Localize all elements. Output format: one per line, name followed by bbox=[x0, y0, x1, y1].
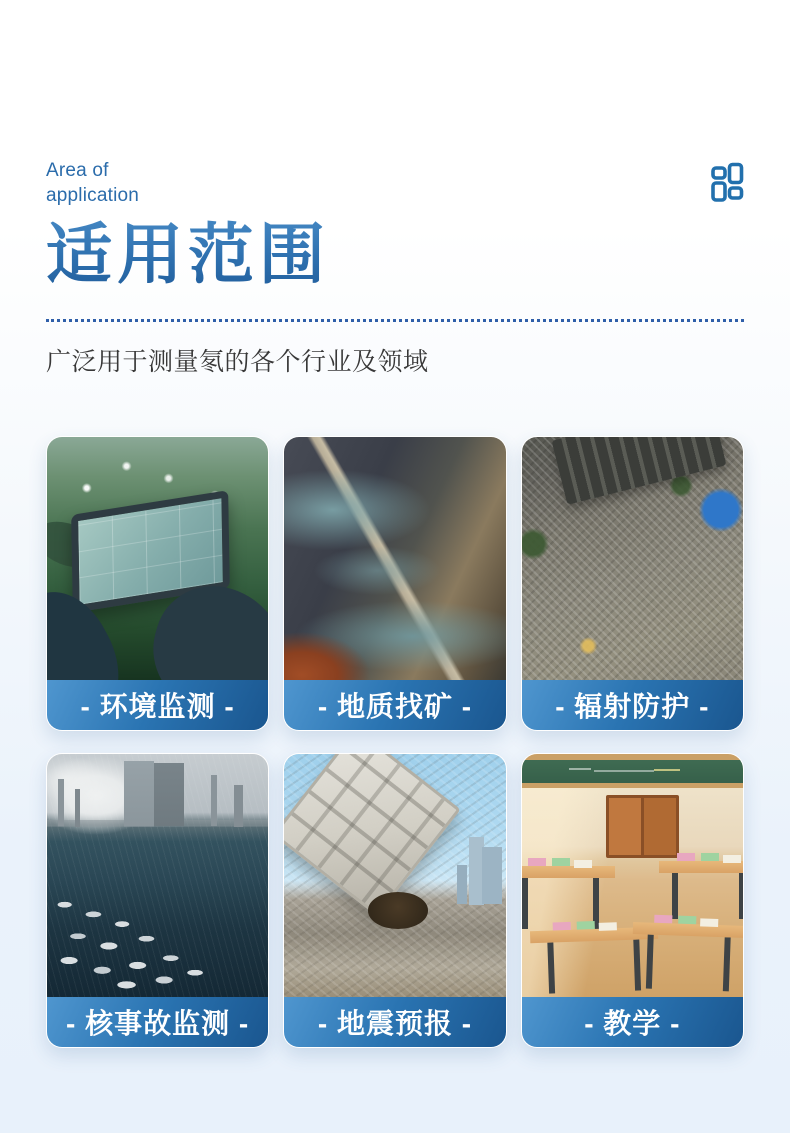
card-label-band bbox=[522, 997, 743, 1047]
card-label: - 教学 - bbox=[584, 1007, 681, 1039]
section-subtitle: 广泛用于测量氡的各个行业及领域 bbox=[46, 347, 429, 376]
card-label-band bbox=[284, 997, 505, 1047]
collapsed-factory-shape bbox=[552, 437, 727, 504]
collapsed-building-rubble-photo bbox=[284, 754, 505, 997]
wooden-cabinet-shape bbox=[606, 795, 679, 858]
bush-shape bbox=[368, 892, 428, 928]
card-label-band bbox=[47, 997, 268, 1047]
dotted-divider bbox=[46, 319, 744, 322]
card-label: - 地质找矿 - bbox=[317, 690, 473, 722]
grid-squares-icon bbox=[710, 162, 744, 209]
classroom-wooden-desks-photo bbox=[522, 754, 743, 997]
page-title: 适用范围 bbox=[46, 219, 744, 293]
section-header-row bbox=[46, 0, 744, 209]
card-earthquake-forecast bbox=[283, 753, 506, 1048]
card-nuclear-accident-monitoring bbox=[46, 753, 269, 1048]
application-card-grid bbox=[46, 436, 744, 1048]
card-label-band bbox=[522, 680, 743, 730]
industrial-plant-dead-fish-river-photo bbox=[47, 754, 268, 997]
card-teaching bbox=[521, 753, 744, 1048]
hands-holding-tablet-over-crops-photo bbox=[47, 437, 268, 680]
card-label: - 辐射防护 - bbox=[555, 690, 710, 722]
card-label-band bbox=[284, 680, 505, 730]
aerial-geological-terrain-photo bbox=[284, 437, 505, 680]
aerial-disaster-ruins-photo bbox=[522, 437, 743, 680]
eyebrow-line-2: application bbox=[46, 185, 140, 207]
desk-shape bbox=[522, 866, 615, 929]
card-label: - 核事故监测 - bbox=[66, 1007, 250, 1039]
city-skyline-shape bbox=[435, 837, 506, 905]
desk-shape bbox=[659, 861, 743, 919]
card-label-band bbox=[47, 680, 268, 730]
card-geological-prospecting bbox=[283, 436, 506, 731]
card-label: - 环境监测 - bbox=[80, 690, 235, 722]
dead-fish-shapes bbox=[47, 754, 268, 997]
section-eyebrow bbox=[46, 158, 139, 209]
card-environmental-monitoring bbox=[46, 436, 269, 731]
card-label: - 地震预报 - bbox=[317, 1007, 473, 1039]
card-radiation-protection bbox=[521, 436, 744, 731]
chalkboard-writing-shape bbox=[561, 762, 703, 779]
desk-shape bbox=[631, 922, 743, 992]
eyebrow-line-1: Area of bbox=[46, 160, 109, 181]
